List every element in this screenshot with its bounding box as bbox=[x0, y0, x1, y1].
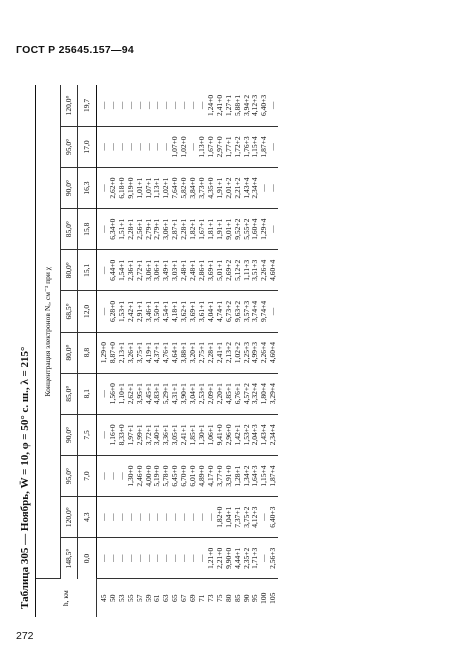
value-cell: 2,21+2 bbox=[234, 167, 243, 208]
h-column-header: h, км bbox=[36, 579, 97, 617]
value-cell: — bbox=[153, 538, 162, 579]
chi-header-cell: 68,5° bbox=[61, 291, 78, 332]
value-cell: 3,95+1 bbox=[136, 373, 145, 414]
value-cell: 1,53+1 bbox=[118, 291, 127, 332]
value-cell: — bbox=[171, 497, 180, 538]
value-cell: — bbox=[145, 497, 154, 538]
mlt-header-cell: 15,1 bbox=[78, 250, 97, 291]
chi-header-cell: 85,0° bbox=[61, 373, 78, 414]
value-cell: 6,34+0 bbox=[109, 209, 118, 250]
value-cell: 1,04+1 bbox=[225, 497, 234, 538]
value-cell: 9,19+0 bbox=[127, 167, 136, 208]
value-cell: 4,00+0 bbox=[145, 455, 154, 496]
value-cell: 3,73+0 bbox=[198, 167, 207, 208]
value-cell: 2,28+1 bbox=[127, 209, 136, 250]
value-cell: 3,04+1 bbox=[189, 373, 198, 414]
value-cell: — bbox=[118, 85, 127, 126]
value-cell: 2,13+1 bbox=[118, 332, 127, 373]
value-cell: — bbox=[136, 497, 145, 538]
value-cell: 1,53+2 bbox=[243, 414, 252, 455]
value-cell: — bbox=[198, 85, 207, 126]
value-cell: 1,43+4 bbox=[260, 414, 269, 455]
value-cell: — bbox=[136, 538, 145, 579]
value-cell: 2,87+1 bbox=[171, 209, 180, 250]
value-cell: 5,19+0 bbox=[153, 455, 162, 496]
value-cell: 1,76+3 bbox=[243, 126, 252, 167]
value-cell: 3,61+1 bbox=[198, 291, 207, 332]
value-cell: 1,01+1 bbox=[136, 167, 145, 208]
value-cell: 1,67+1 bbox=[198, 209, 207, 250]
value-cell: 5,12+2 bbox=[234, 250, 243, 291]
height-cell: 90 bbox=[241, 594, 251, 602]
value-cell: 1,11+3 bbox=[243, 250, 252, 291]
value-cell: 2,56+1 bbox=[136, 209, 145, 250]
value-cell: — bbox=[118, 497, 127, 538]
value-cell: 3,91+0 bbox=[225, 455, 234, 496]
value-cell: 4,60+4 bbox=[269, 250, 278, 291]
value-cell: 1,34+2 bbox=[243, 455, 252, 496]
value-cell: 5,55+2 bbox=[243, 209, 252, 250]
value-cell: 3,20+1 bbox=[189, 332, 198, 373]
value-cell: — bbox=[118, 538, 127, 579]
value-cell: 1,60+4 bbox=[251, 209, 260, 250]
height-cell: 75 bbox=[214, 594, 224, 602]
value-cell: 1,54+1 bbox=[118, 250, 127, 291]
value-cell: 4,85+1 bbox=[225, 373, 234, 414]
value-cell: 4,04+1 bbox=[207, 291, 216, 332]
value-cell: — bbox=[109, 497, 118, 538]
value-cell: 3,29+4 bbox=[269, 373, 278, 414]
value-cell: 2,13+2 bbox=[225, 332, 234, 373]
value-cell: 2,97+0 bbox=[216, 126, 225, 167]
chi-header-row bbox=[61, 85, 78, 617]
value-cell: — bbox=[269, 85, 278, 126]
value-cell: 2,41+1 bbox=[180, 414, 189, 455]
value-cell: 1,28+1 bbox=[234, 455, 243, 496]
rotated-table-block bbox=[16, 77, 446, 617]
value-cell: — bbox=[97, 291, 109, 332]
value-cell: — bbox=[198, 497, 207, 538]
header-row-group bbox=[36, 85, 61, 617]
value-cell: 2,72+1 bbox=[136, 250, 145, 291]
mlt-header-cell: 4,3 bbox=[78, 497, 97, 538]
value-cell: 3,94+2 bbox=[243, 85, 252, 126]
value-cell: — bbox=[109, 455, 118, 496]
value-cell: 1,30+1 bbox=[198, 414, 207, 455]
value-cell: 6,76+1 bbox=[234, 373, 243, 414]
mlt-header-cell: 0,0 bbox=[78, 538, 97, 579]
value-cell: 3,62+1 bbox=[180, 291, 189, 332]
value-cell: 1,15+4 bbox=[260, 455, 269, 496]
height-cell: 67 bbox=[179, 594, 189, 602]
value-cell: 4,76+1 bbox=[162, 332, 171, 373]
chi-header-cell: 95,0° bbox=[61, 126, 78, 167]
value-cell: 1,85+1 bbox=[189, 414, 198, 455]
value-cell: 4,54+1 bbox=[162, 291, 171, 332]
value-cell: 4,99+3 bbox=[251, 332, 260, 373]
value-cell: 9,90+0 bbox=[225, 538, 234, 579]
value-cell: — bbox=[189, 538, 198, 579]
value-cell: — bbox=[153, 497, 162, 538]
table-row bbox=[269, 85, 278, 617]
chi-header-cell: 120,0° bbox=[61, 497, 78, 538]
chi-header-cell: 85,0° bbox=[61, 209, 78, 250]
table-body bbox=[97, 85, 279, 617]
value-cell: 1,07+1 bbox=[145, 167, 154, 208]
value-cell: — bbox=[269, 167, 278, 208]
value-cell: 1,30+0 bbox=[127, 455, 136, 496]
value-cell: 6,28+0 bbox=[109, 291, 118, 332]
value-cell: 1,27+1 bbox=[225, 85, 234, 126]
height-cell: 65 bbox=[170, 594, 180, 602]
height-cell: 55 bbox=[125, 594, 135, 602]
value-cell: 2,41+1 bbox=[216, 332, 225, 373]
value-cell: — bbox=[127, 497, 136, 538]
value-cell: 2,48+1 bbox=[189, 250, 198, 291]
value-cell: 1,02+2 bbox=[234, 332, 243, 373]
value-cell: 1,81+1 bbox=[207, 209, 216, 250]
value-cell: 4,83+1 bbox=[153, 373, 162, 414]
value-cell: 3,72+1 bbox=[145, 414, 154, 455]
mlt-header-cell: 12,0 bbox=[78, 291, 97, 332]
value-cell: 2,26+4 bbox=[260, 332, 269, 373]
value-cell: 5,88+1 bbox=[234, 85, 243, 126]
chi-header-cell: 80,0° bbox=[61, 250, 78, 291]
value-cell: 6,18+0 bbox=[118, 167, 127, 208]
value-cell: 4,35+0 bbox=[207, 167, 216, 208]
value-cell: 2,25+3 bbox=[243, 332, 252, 373]
value-cell: 8,33+0 bbox=[118, 414, 127, 455]
value-cell: — bbox=[97, 538, 109, 579]
value-cell: 1,29+4 bbox=[260, 209, 269, 250]
height-cell: 59 bbox=[143, 594, 153, 602]
value-cell: 3,51+3 bbox=[251, 250, 260, 291]
value-cell: — bbox=[189, 85, 198, 126]
value-cell: — bbox=[162, 538, 171, 579]
height-cell: 80 bbox=[223, 594, 233, 602]
value-cell: 1,82+0 bbox=[216, 497, 225, 538]
value-cell: 1,72+2 bbox=[234, 126, 243, 167]
value-cell: — bbox=[136, 126, 145, 167]
value-cell: 2,69+2 bbox=[225, 250, 234, 291]
value-cell: — bbox=[127, 538, 136, 579]
value-cell: 1,16+0 bbox=[109, 414, 118, 455]
value-cell: 1,51+1 bbox=[118, 209, 127, 250]
chi-header-cell: 120,0° bbox=[61, 85, 78, 126]
value-cell: — bbox=[118, 455, 127, 496]
value-cell: — bbox=[97, 209, 109, 250]
value-cell: 3,84+0 bbox=[189, 167, 198, 208]
value-cell: 1,77+1 bbox=[225, 126, 234, 167]
value-cell: 1,06+1 bbox=[207, 414, 216, 455]
value-cell: 1,64+3 bbox=[251, 455, 260, 496]
value-cell: 1,24+0 bbox=[207, 85, 216, 126]
value-cell: 4,17+0 bbox=[207, 455, 216, 496]
value-cell: 2,20+1 bbox=[216, 373, 225, 414]
data-table bbox=[35, 85, 278, 617]
value-cell: — bbox=[127, 85, 136, 126]
value-cell: 1,02+0 bbox=[180, 126, 189, 167]
value-cell: 2,75+1 bbox=[198, 332, 207, 373]
value-cell: 3,46+1 bbox=[145, 291, 154, 332]
value-cell: 2,79+1 bbox=[145, 209, 154, 250]
value-cell: 8,87+0 bbox=[109, 332, 118, 373]
value-cell: 2,42+1 bbox=[127, 291, 136, 332]
value-cell: 2,62+1 bbox=[127, 373, 136, 414]
value-cell: 2,48+1 bbox=[180, 250, 189, 291]
value-cell: 2,86+1 bbox=[198, 250, 207, 291]
value-cell: 9,63+2 bbox=[234, 291, 243, 332]
mlt-header-cell: 17,0 bbox=[78, 126, 97, 167]
mlt-header-row bbox=[78, 85, 97, 617]
value-cell: 3,06+1 bbox=[162, 209, 171, 250]
value-cell: 2,53+1 bbox=[198, 373, 207, 414]
value-cell: — bbox=[97, 85, 109, 126]
height-cell: 45 bbox=[99, 594, 108, 602]
value-cell: — bbox=[109, 538, 118, 579]
value-cell: 1,91+1 bbox=[216, 167, 225, 208]
value-cell: 6,44+0 bbox=[109, 250, 118, 291]
value-cell: 4,12+3 bbox=[251, 497, 260, 538]
value-cell: — bbox=[162, 85, 171, 126]
value-cell: — bbox=[127, 126, 136, 167]
concentration-group-header: Концентрация электронов Nₑ, см⁻³ при χ bbox=[36, 85, 61, 579]
value-cell: 3,88+1 bbox=[180, 332, 189, 373]
value-cell: 1,29+0 bbox=[97, 332, 109, 373]
value-cell: 2,26+4 bbox=[260, 250, 269, 291]
value-cell: 1,02+1 bbox=[162, 167, 171, 208]
chi-header-cell: 90,0° bbox=[61, 167, 78, 208]
table-caption: Таблица 305 — Ноябрь, W̄ = 10, φ = 50° с. ш., λ = 215° bbox=[19, 346, 31, 609]
value-cell: — bbox=[97, 250, 109, 291]
mlt-header-cell: 8,1 bbox=[78, 373, 97, 414]
height-cell: 53 bbox=[116, 594, 126, 602]
value-cell: 2,62+0 bbox=[109, 167, 118, 208]
value-cell: — bbox=[189, 126, 198, 167]
value-cell: — bbox=[180, 497, 189, 538]
value-cell: 2,46+0 bbox=[136, 455, 145, 496]
value-cell: 4,44+1 bbox=[234, 538, 243, 579]
value-cell: 2,09+1 bbox=[207, 373, 216, 414]
value-cell: 3,75+2 bbox=[243, 497, 252, 538]
height-cell: 57 bbox=[134, 594, 144, 602]
value-cell: 3,36+1 bbox=[162, 414, 171, 455]
value-cell: 3,74+4 bbox=[251, 291, 260, 332]
value-cell: 3,90+1 bbox=[180, 373, 189, 414]
value-cell: 1,82+1 bbox=[189, 209, 198, 250]
mlt-header-cell: 19,7 bbox=[78, 85, 97, 126]
value-cell: — bbox=[153, 85, 162, 126]
value-cell: — bbox=[136, 85, 145, 126]
value-cell: — bbox=[162, 497, 171, 538]
height-cell: 61 bbox=[152, 594, 162, 602]
value-cell: 2,79+1 bbox=[153, 209, 162, 250]
value-cell: 2,96+0 bbox=[225, 414, 234, 455]
value-cell: 6,40+3 bbox=[269, 497, 278, 538]
value-cell: 1,91+1 bbox=[216, 209, 225, 250]
height-cell: 71 bbox=[196, 594, 206, 602]
value-cell: 3,69+1 bbox=[189, 291, 198, 332]
value-cell: 6,40+3 bbox=[260, 85, 269, 126]
value-cell: 6,73+2 bbox=[225, 291, 234, 332]
value-cell: 1,67+0 bbox=[207, 126, 216, 167]
value-cell: 1,97+1 bbox=[127, 414, 136, 455]
value-cell: 2,35+2 bbox=[243, 538, 252, 579]
value-cell: — bbox=[97, 497, 109, 538]
mlt-header-cell: 15,8 bbox=[78, 209, 97, 250]
value-cell: 3,49+1 bbox=[162, 250, 171, 291]
mlt-header-cell: 7,0 bbox=[78, 455, 97, 496]
value-cell: 4,45+1 bbox=[145, 373, 154, 414]
value-cell: 1,87+4 bbox=[260, 126, 269, 167]
value-cell: 1,71+3 bbox=[251, 538, 260, 579]
value-cell: 2,41+0 bbox=[216, 85, 225, 126]
value-cell: — bbox=[153, 126, 162, 167]
value-cell: 5,82+0 bbox=[180, 167, 189, 208]
value-cell: 4,64+1 bbox=[171, 332, 180, 373]
value-cell: 2,04+3 bbox=[251, 414, 260, 455]
height-cell: 50 bbox=[107, 594, 117, 602]
value-cell: 1,15+4 bbox=[251, 126, 260, 167]
value-cell: 1,42+1 bbox=[234, 414, 243, 455]
value-cell: 1,21+0 bbox=[207, 538, 216, 579]
value-cell: 2,36+1 bbox=[127, 250, 136, 291]
value-cell: 2,21+0 bbox=[216, 538, 225, 579]
height-cell: 85 bbox=[232, 594, 242, 602]
value-cell: 3,32+4 bbox=[251, 373, 260, 414]
height-cell: 63 bbox=[161, 594, 171, 602]
value-cell: 2,99+1 bbox=[136, 414, 145, 455]
value-cell: — bbox=[198, 538, 207, 579]
value-cell: 1,87+4 bbox=[269, 455, 278, 496]
value-cell: 2,01+2 bbox=[225, 167, 234, 208]
value-cell: 3,05+1 bbox=[171, 414, 180, 455]
value-cell: 3,57+3 bbox=[243, 291, 252, 332]
value-cell: 3,69+1 bbox=[207, 250, 216, 291]
chi-header-cell: 148,5° bbox=[61, 538, 78, 579]
value-cell: 6,70+0 bbox=[180, 455, 189, 496]
value-cell: — bbox=[189, 497, 198, 538]
value-cell: 4,57+2 bbox=[243, 373, 252, 414]
value-cell: 5,01+1 bbox=[216, 250, 225, 291]
mlt-header-cell: 8,8 bbox=[78, 332, 97, 373]
value-cell: 3,06+1 bbox=[153, 250, 162, 291]
value-cell: 3,77+0 bbox=[216, 455, 225, 496]
document-header: ГОСТ Р 25645.157—94 bbox=[16, 44, 135, 56]
value-cell: — bbox=[180, 538, 189, 579]
value-cell: 3,50+1 bbox=[153, 291, 162, 332]
value-cell: — bbox=[180, 85, 189, 126]
value-cell: 1,13+1 bbox=[153, 167, 162, 208]
value-cell: 4,89+0 bbox=[198, 455, 207, 496]
chi-header-cell: 95,0° bbox=[61, 455, 78, 496]
value-cell: — bbox=[145, 85, 154, 126]
mlt-header-cell: 7,5 bbox=[78, 414, 97, 455]
value-cell: 2,91+1 bbox=[136, 291, 145, 332]
height-cell: 69 bbox=[188, 594, 198, 602]
chi-header-cell: 90,0° bbox=[61, 414, 78, 455]
value-cell: 7,37+1 bbox=[234, 497, 243, 538]
value-cell: 2,34+4 bbox=[251, 167, 260, 208]
value-cell: — bbox=[145, 538, 154, 579]
value-cell: 4,37+1 bbox=[153, 332, 162, 373]
value-cell: 5,29+1 bbox=[162, 373, 171, 414]
value-cell: — bbox=[171, 538, 180, 579]
value-cell: — bbox=[109, 85, 118, 126]
value-cell: 2,56+3 bbox=[269, 538, 278, 579]
value-cell: — bbox=[162, 126, 171, 167]
value-cell: 7,64+0 bbox=[171, 167, 180, 208]
value-cell: — bbox=[145, 126, 154, 167]
value-cell: 6,45+0 bbox=[171, 455, 180, 496]
value-cell: 9,41+0 bbox=[216, 414, 225, 455]
value-cell: — bbox=[97, 414, 109, 455]
value-cell: 1,10+1 bbox=[118, 373, 127, 414]
value-cell: 3,40+1 bbox=[153, 414, 162, 455]
value-cell: 2,28+1 bbox=[207, 332, 216, 373]
value-cell: 3,06+1 bbox=[145, 250, 154, 291]
height-cell: 100 bbox=[259, 592, 269, 604]
height-cell: 105 bbox=[268, 592, 278, 604]
value-cell: 2,28+1 bbox=[180, 209, 189, 250]
value-cell: — bbox=[260, 538, 269, 579]
value-cell: 9,74+4 bbox=[260, 291, 269, 332]
value-cell: 9,52+2 bbox=[234, 209, 243, 250]
value-cell: 3,26+1 bbox=[127, 332, 136, 373]
mlt-header-cell: 16,3 bbox=[78, 167, 97, 208]
value-cell: — bbox=[109, 126, 118, 167]
value-cell: — bbox=[260, 497, 269, 538]
value-cell: — bbox=[269, 126, 278, 167]
value-cell: 1,43+4 bbox=[243, 167, 252, 208]
value-cell: 1,80+4 bbox=[260, 373, 269, 414]
value-cell: — bbox=[260, 167, 269, 208]
value-cell: — bbox=[97, 126, 109, 167]
value-cell: — bbox=[269, 209, 278, 250]
value-cell: 1,07+0 bbox=[171, 126, 180, 167]
value-cell: — bbox=[269, 291, 278, 332]
height-cell: 73 bbox=[205, 594, 215, 602]
value-cell: 4,12+3 bbox=[251, 85, 260, 126]
value-cell: 4,18+1 bbox=[171, 291, 180, 332]
page-number: 272 bbox=[16, 630, 34, 642]
value-cell: 4,74+1 bbox=[216, 291, 225, 332]
value-cell: — bbox=[97, 373, 109, 414]
chi-header-cell: 80,0° bbox=[61, 332, 78, 373]
value-cell: 2,34+4 bbox=[269, 414, 278, 455]
value-cell: 4,60+4 bbox=[269, 332, 278, 373]
value-cell: — bbox=[171, 85, 180, 126]
height-cell: 95 bbox=[250, 594, 260, 602]
value-cell: — bbox=[97, 455, 109, 496]
value-cell: 9,01+1 bbox=[225, 209, 234, 250]
value-cell: — bbox=[97, 167, 109, 208]
value-cell: 1,13+0 bbox=[198, 126, 207, 167]
value-cell: 5,78+0 bbox=[162, 455, 171, 496]
value-cell: 3,75+1 bbox=[136, 332, 145, 373]
value-cell: 4,31+1 bbox=[171, 373, 180, 414]
value-cell: 6,01+0 bbox=[189, 455, 198, 496]
value-cell: — bbox=[207, 497, 216, 538]
value-cell: — bbox=[118, 126, 127, 167]
value-cell: 1,56+0 bbox=[109, 373, 118, 414]
value-cell: 4,19+1 bbox=[145, 332, 154, 373]
value-cell: 3,03+1 bbox=[171, 250, 180, 291]
